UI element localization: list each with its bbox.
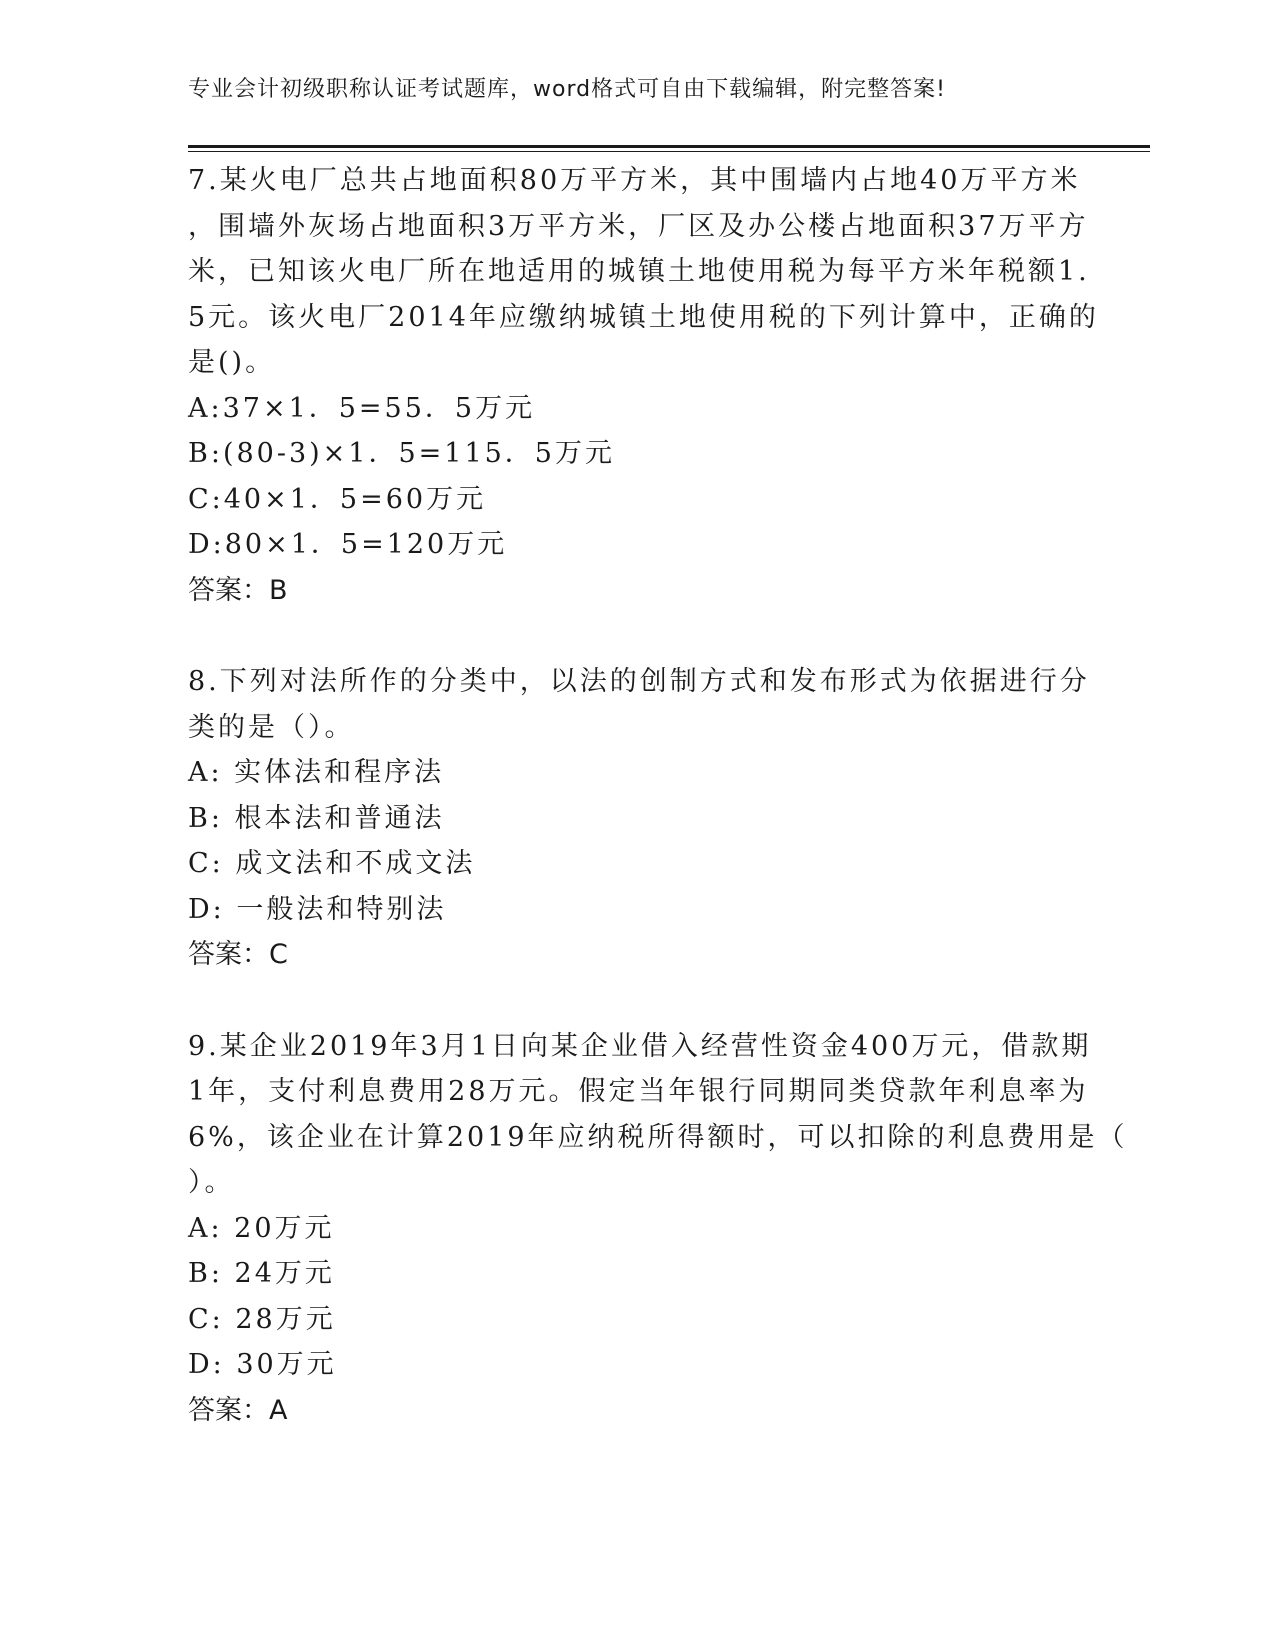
option-b: B: 根本法和普通法 xyxy=(188,802,445,834)
option-a: A: 实体法和程序法 xyxy=(188,757,445,788)
question-line: 7.某火电厂总共占地面积80万平方米，其中围墙内占地40万平方米 xyxy=(188,165,1081,196)
header-rule-thin xyxy=(188,151,1150,152)
option-d: D: 一般法和特别法 xyxy=(188,893,447,925)
question-7 xyxy=(188,158,1099,613)
option-a: A: 20万元 xyxy=(188,1212,335,1244)
option-c: C: 成文法和不成文法 xyxy=(188,848,476,879)
option-d: D: 30万元 xyxy=(188,1349,337,1380)
answer: 答案：B xyxy=(188,574,288,606)
question-line: 是()。 xyxy=(188,347,276,378)
question-line: 5元。该火电厂2014年应缴纳城镇土地使用税的下列计算中，正确的 xyxy=(188,301,1099,333)
option-a: A:37×1．5=55．5万元 xyxy=(188,392,536,424)
answer: 答案：C xyxy=(188,939,288,970)
question-line: 类的是（）。 xyxy=(188,711,355,743)
question-line: 6%，该企业在计算2019年应纳税所得额时，可以扣除的利息费用是（ xyxy=(188,1121,1128,1153)
question-text xyxy=(188,158,1099,386)
option-b: B: 24万元 xyxy=(188,1258,335,1289)
question-list xyxy=(188,158,1128,1479)
question-8 xyxy=(188,659,1088,978)
question-line: ，围墙外灰场占地面积3万平方米，厂区及办公楼占地面积37万平方 xyxy=(188,210,1089,242)
question-line: 1年，支付利息费用28万元。假定当年银行同期同类贷款年利息率为 xyxy=(188,1076,1089,1107)
option-b: B:(80-3)×1．5=115．5万元 xyxy=(188,438,615,469)
answer: 答案：A xyxy=(188,1394,288,1426)
question-line: 9.某企业2019年3月1日向某企业借入经营性资金400万元，借款期 xyxy=(188,1030,1092,1062)
option-c: C:40×1．5=60万元 xyxy=(188,483,487,515)
option-d: D:80×1．5=120万元 xyxy=(188,529,508,560)
header-rule-thick xyxy=(188,145,1150,148)
page-header: 专业会计初级职称认证考试题库，word格式可自由下载编辑，附完整答案! xyxy=(188,77,946,102)
question-text xyxy=(188,1024,1128,1206)
question-line: 米，已知该火电厂所在地适用的城镇土地使用税为每平方米年税额1. xyxy=(188,256,1090,287)
option-c: C: 28万元 xyxy=(188,1303,336,1335)
question-line: 8.下列对法所作的分类中，以法的创制方式和发布形式为依据进行分 xyxy=(188,666,1090,697)
question-line: ）。 xyxy=(188,1167,235,1198)
question-9 xyxy=(188,1024,1128,1434)
question-text xyxy=(188,659,1088,750)
